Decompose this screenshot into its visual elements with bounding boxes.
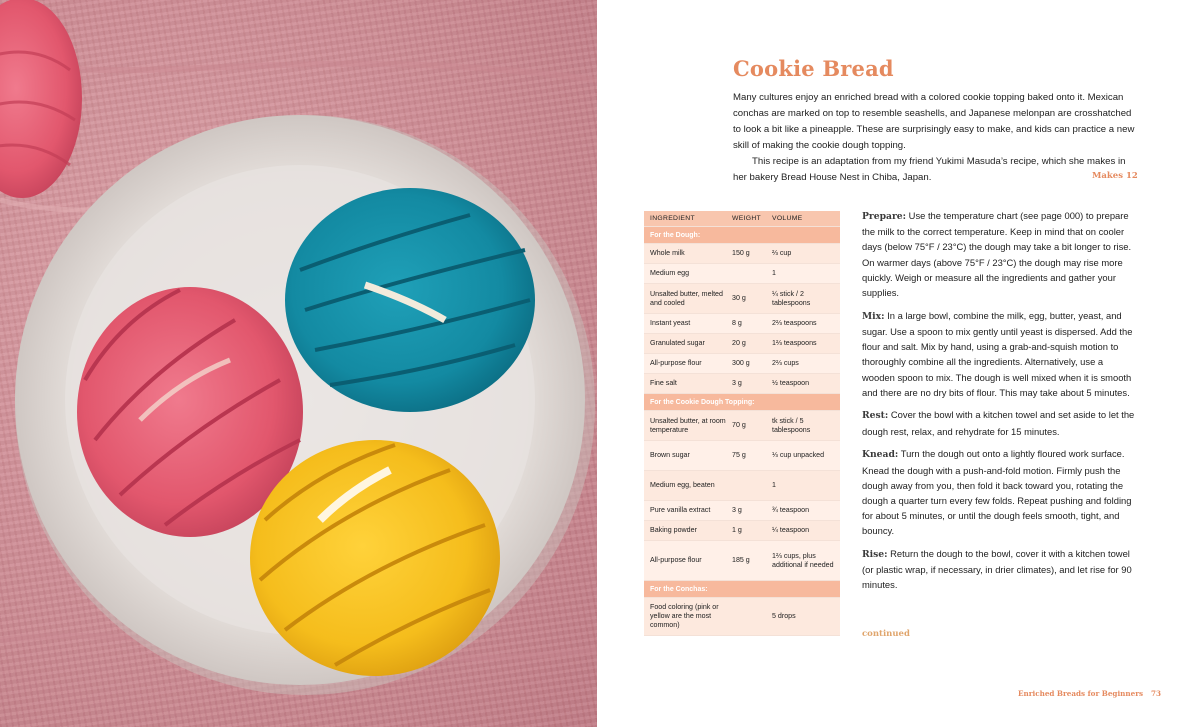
step-text: Cover the bowl with a kitchen towel and set aside to let the dough rest, relax, and rehydrate for 15 minutes.	[862, 409, 1135, 437]
ingredient-volume: 2⅔ teaspoons	[772, 319, 817, 327]
ingredient-name: Fine salt	[650, 379, 677, 387]
recipe-title: Cookie Bread	[733, 56, 894, 81]
table-row	[644, 264, 840, 284]
ingredient-name: Food coloring (pink or yellow are the most common)	[650, 603, 719, 629]
col-header-volume: VOLUME	[772, 215, 803, 222]
ingredient-volume: ⅓ cup unpacked	[772, 451, 825, 459]
ingredient-name: Baking powder	[650, 526, 697, 534]
ingredient-name: Unsalted butter, melted and cooled	[650, 289, 723, 307]
table-row	[644, 521, 840, 541]
continued-label: continued	[862, 629, 910, 639]
ingredient-volume: 2⅔ cups	[772, 359, 799, 367]
ingredient-volume: 1⅔ teaspoons	[772, 339, 817, 347]
table-row	[644, 334, 840, 354]
ingredient-weight: 30 g	[732, 294, 746, 302]
ingredient-weight: 75 g	[732, 451, 746, 459]
ingredient-name: Instant yeast	[650, 319, 691, 327]
ingredient-volume: 1	[772, 481, 776, 489]
ingredient-volume: ⅔ cup	[772, 249, 792, 257]
ingredient-volume: 5 drops	[772, 612, 796, 620]
step-prepare	[862, 208, 1138, 300]
ingredient-volume: 1⅔ cups, plus additional if needed	[772, 551, 834, 569]
ingredient-name: Medium egg, beaten	[650, 481, 715, 489]
directions	[862, 208, 1138, 600]
step-mix	[862, 308, 1138, 400]
footer-section-title: Enriched Breads for Beginners	[1018, 689, 1144, 698]
table-row	[644, 471, 840, 501]
step-label: Knead:	[862, 449, 899, 461]
ingredient-weight: 185 g	[732, 556, 750, 564]
step-label: Prepare:	[862, 211, 907, 222]
step-label: Rise:	[862, 549, 888, 561]
ingredient-name: All-purpose flour	[650, 556, 702, 564]
ingredient-volume: ¼ teaspoon	[772, 526, 810, 534]
ingredient-name: All-purpose flour	[650, 359, 702, 367]
table-row	[644, 411, 840, 441]
step-text: Return the dough to the bowl, cover it with a kitchen towel (or plastic wrap, if necessary, in drier climates), and let rise for 90 minutes.	[862, 548, 1132, 591]
ingredient-weight: 3 g	[732, 379, 742, 387]
col-header-ingredient: INGREDIENT	[650, 215, 695, 222]
table-row	[644, 314, 840, 334]
intro-paragraph-1: Many cultures enjoy an enriched bread with a colored cookie topping baked onto it. Mexican conchas are marked on top to resemble seashells, and Japanese melonpan are crosshatched to look a bit like a pineapple. These are surprisingly easy to make, and kids can practice a new skill of making the cookie dough topping.	[733, 92, 1135, 151]
ingredient-name: Granulated sugar	[650, 339, 705, 347]
ingredient-volume: 1	[772, 269, 776, 277]
ingredient-volume: tk stick / 5 tablespoons	[772, 416, 811, 434]
ingredient-volume: ¾ teaspoon	[772, 506, 810, 514]
section-conchas: For the Conchas:	[644, 581, 840, 598]
ingredient-table	[644, 211, 840, 636]
section-cookie-topping: For the Cookie Dough Topping:	[644, 394, 840, 411]
section-dough: For the Dough:	[644, 227, 840, 244]
ingredient-name: Medium egg	[650, 269, 690, 277]
table-row	[644, 244, 840, 264]
table-row	[644, 374, 840, 394]
step-label: Rest:	[862, 410, 889, 422]
table-header-row	[644, 211, 840, 227]
ingredient-weight: 8 g	[732, 319, 742, 327]
step-text: In a large bowl, combine the milk, egg, butter, yeast, and sugar. Use a spoon to mix gently until yeast is dispersed. Add the flour and salt. Mix by hand, using a grab-and-squish motion to thoroughly combine all the ingredients. Alternatively, use a wooden spoon to mix. The dough is well mixed when it is smooth and there are no dry bits of flour. This may take about 5 minutes.	[862, 309, 1133, 398]
ingredient-name: Whole milk	[650, 249, 685, 257]
table-row	[644, 441, 840, 471]
step-rise	[862, 546, 1138, 593]
table-row	[644, 354, 840, 374]
step-text: Turn the dough out onto a lightly floured work surface. Knead the dough with a push-and-fold motion. Firmly push the dough away from you, then fold it back toward you, rotating the dough a quarter turn every few folds. Repeat pushing and folding for about 5 minutes, or until the dough feels smooth, tight, and bouncy.	[862, 448, 1132, 537]
ingredient-name: Unsalted butter, at room temperature	[650, 416, 726, 434]
ingredient-name: Brown sugar	[650, 451, 690, 459]
ingredient-weight: 150 g	[732, 249, 750, 257]
ingredient-weight: 3 g	[732, 506, 742, 514]
page-number: 73	[1151, 689, 1162, 698]
page-footer	[1018, 689, 1161, 698]
step-text: Use the temperature chart (see page 000) to prepare the milk to the correct temperature. Keep in mind that on cooler days (below 75°F / 23°C) the dough may take a bit longer to rise. On warmer days (above 75°F / 23°C) the dough may rise more quickly. Weigh or measure all the ingredients and gather your supplies.	[862, 210, 1132, 299]
step-label: Mix:	[862, 310, 885, 322]
step-knead	[862, 446, 1138, 538]
step-rest	[862, 407, 1138, 438]
table-row	[644, 598, 840, 636]
recipe-intro	[733, 90, 1138, 186]
ingredient-weight: 300 g	[732, 359, 750, 367]
table-row	[644, 501, 840, 521]
table-row	[644, 541, 840, 581]
ingredient-volume: ¼ stick / 2 tablespoons	[772, 289, 811, 307]
ingredient-weight: 70 g	[732, 421, 746, 429]
ingredient-weight: 1 g	[732, 526, 742, 534]
col-header-weight: WEIGHT	[732, 215, 761, 222]
yield-label: Makes 12	[1092, 171, 1138, 181]
table-row	[644, 284, 840, 314]
ingredient-volume: ½ teaspoon	[772, 379, 810, 387]
ingredient-weight: 20 g	[732, 339, 746, 347]
ingredient-name: Pure vanilla extract	[650, 506, 711, 514]
intro-paragraph-2: This recipe is an adaptation from my friend Yukimi Masuda’s recipe, which she makes in her bakery Bread House Nest in Chiba, Japan.	[733, 156, 1126, 183]
